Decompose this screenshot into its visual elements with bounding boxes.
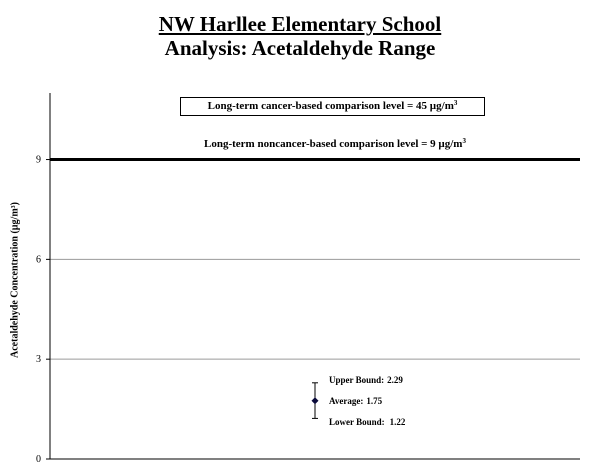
y-tick-label: 3 xyxy=(36,354,41,366)
y-tick-label: 0 xyxy=(36,454,41,465)
y-tick-label: 6 xyxy=(36,254,41,266)
y-tick-label: 9 xyxy=(36,154,41,166)
average-point-marker xyxy=(312,397,319,404)
lower-bound-annotation: Lower Bound: 1.22 xyxy=(329,417,406,427)
chart-title: NW Harllee Elementary School xyxy=(158,12,442,36)
upper-bound-annotation: Upper Bound: 2.29 xyxy=(329,375,403,385)
cancer-reference-label: Long-term cancer-based comparison level = 45 $\mu g/m^3$ xyxy=(180,97,485,116)
average-annotation: Average: 1.75 xyxy=(329,396,383,406)
noncancer-reference-label: Long-term noncancer-based comparison level = 9 $\mu g/m^3$ xyxy=(204,137,466,150)
chart-subtitle: Analysis: Acetaldehyde Range xyxy=(164,36,436,60)
